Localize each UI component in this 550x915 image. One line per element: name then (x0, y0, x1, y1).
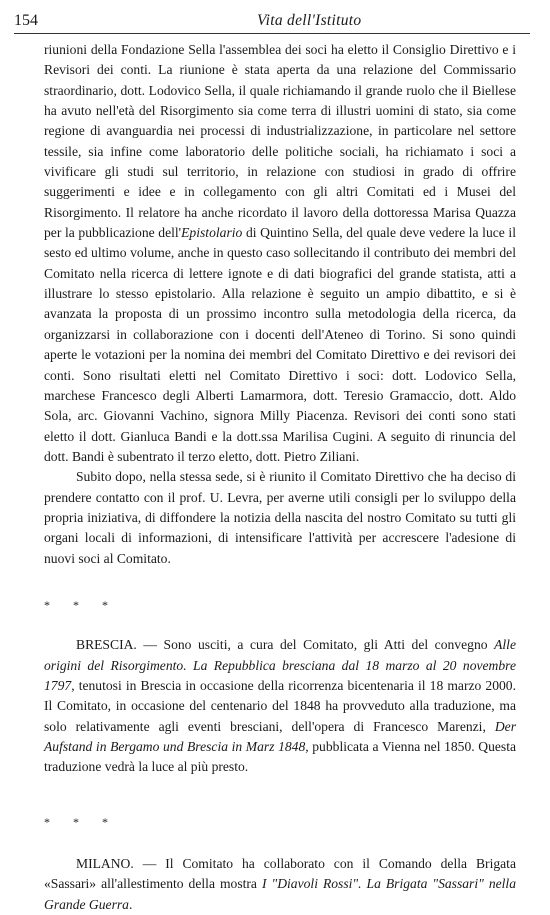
text-run: di Quintino Sella, del quale deve vedere la luce il sesto ed ultimo volume, anche in questo caso sollecitando il contributo dei membri del Comitato nella ricerca di lettere ignote e di dati biografici del grande statista, atti a illustrare lo stesso epistolario. Alla relazione è seguito un ampio dibattito, e si è avanzata la proposta di un prossimo incontro sulla metodologia della ricerca, da organizzarsi in collaborazione con i docenti dell'Ateneo di Torino. Si sono quindi aperte le votazioni per la nomina dei membri del Comitato Direttivo e dei revisori dei conti. Sono risultati eletti nel Comitato Direttivo i soci: dott. Lodovico Sella, marchese Francesco degli Alberti Lamarmora, dott. Teresio Gramaccio, dott. Aldo Sola, arc. Giovanni Vachino, signora Milly Piacenza. Revisori dei conti sono stati eletto il dott. Gianluca Bandi e la dott.ssa Marilisa Cugini. A seguito di rinuncia del dott. Bandi è subentrato il terzo eletto, dott. Pietro Ziliani. (44, 225, 516, 464)
italic-title: Der Aufstand in Bergamo und Brescia in Marz 1848 (44, 718, 516, 754)
section-separator: * * * (44, 597, 118, 612)
body-text (44, 40, 516, 915)
text-run: , pubblicata a Vienna nel 1850. Questa traduzione vedrà la luce al più presto. (44, 739, 517, 775)
paragraph-comitato-direttivo: Subito dopo, nella stessa sede, si è riunito il Comitato Direttivo che ha deciso di prendere contatto con il prof. U. Levra, per averne utili consigli per lo sviluppo della propria iniziativa, di diffondere la notizia della nascita del nostro Comitato su tutti gli organi locali di informazioni, di intensificare l'attività per accrescere l'adesione di nuovi soci al Comitato. (44, 469, 516, 566)
paragraph-fondazione-sella (44, 40, 516, 467)
text-run: . (128, 896, 133, 912)
page-number: 154 (14, 12, 38, 29)
paragraph-brescia (44, 635, 516, 777)
text-run: , tenutosi in Brescia in occasione della ricorrenza bicentenaria il 18 marzo 2000. Il Comitato, in occasione del centenario del 1848 ha provveduto alla traduzione, ma solo relativamente agli eventi bresciani, dell'opera di Francesco Marenzi, (44, 677, 516, 734)
text-run: BRESCIA. — Sono usciti, a cura del Comitato, gli Atti del convegno (76, 637, 495, 653)
page-header (14, 10, 530, 32)
italic-title: Epistolario (181, 225, 243, 241)
text-run: riunioni della Fondazione Sella l'assemblea dei soci ha eletto il Consiglio Direttivo e i Revisori dei conti. La riunione è stata aperta da una relazione del Commissario straordinario, dott. Lodovico Sella, il quale richiamando il grande ruolo che il Biellese ha avuto nell'età del Risorgimento sia come terra di illustri uomini di stato, sia come regione di avanguardia nei processi di industrializzazione, in particolare nel settore tessile, sia infine come laboratorio delle politiche sociali, ha richiamato i soci a vivificare gli studi sul territorio, in relazione con studiosi in grado di offrire suggerimenti e idee e in collegamento con gli altri Comitati ed i Musei del Risorgimento. Il relatore ha anche ricordato il lavoro della dottoressa Marisa Quazza per la pubblicazione dell' (44, 42, 516, 241)
section-separator: * * * (44, 814, 118, 829)
paragraph-milano (44, 854, 516, 915)
italic-title: Alle origini del Risorgimento. La Repubblica bresciana dal 18 marzo al 20 novembre 1797 (44, 637, 516, 693)
running-title: Vita dell'Istituto (257, 12, 362, 29)
header-rule (14, 33, 530, 34)
text-run: MILANO. — Il Comitato ha collaborato con il Comando della Brigata «Sassari» all'allestimento della mostra (44, 856, 516, 892)
italic-title: I "Diavoli Rossi". La Brigata "Sassari" nella Grande Guerra (44, 876, 517, 912)
